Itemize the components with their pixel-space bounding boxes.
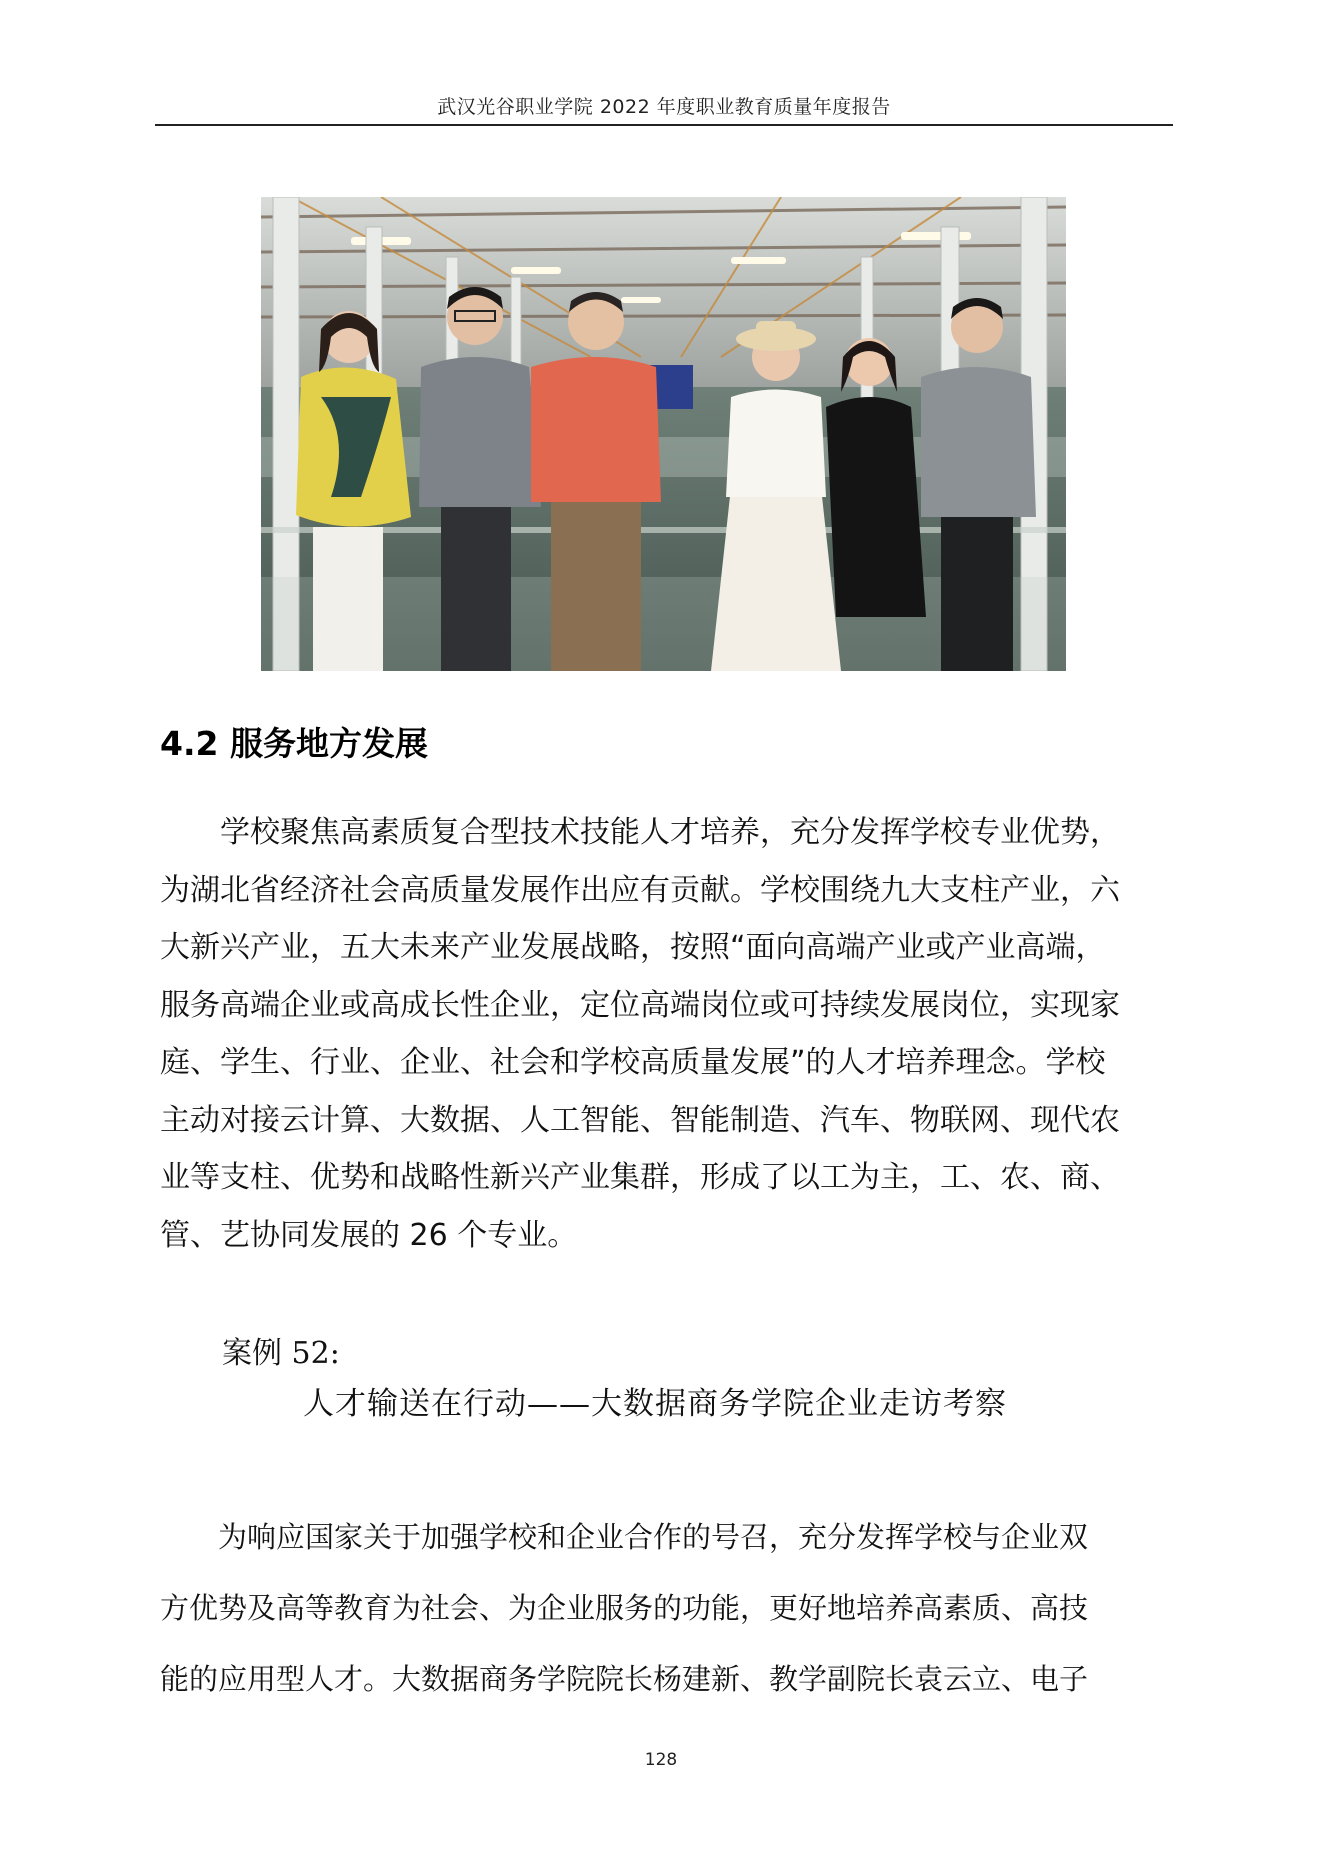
paragraph-line: 庭、学生、行业、企业、社会和学校高质量发展”的人才培养理念。学校 [160,1045,1106,1080]
paragraph-line: 方优势及高等教育为社会、为企业服务的功能，更好地培养高素质、高技 [160,1591,1089,1625]
case-label: 案例 52: [222,1336,340,1371]
page-header: 武汉光谷职业学院 2022 年度职业教育质量年度报告 [437,96,891,118]
paragraph-line: 管、艺协同发展的 26 个专业。 [160,1217,578,1253]
case-title: 人才输送在行动——大数据商务学院企业走访考察 [303,1386,1007,1422]
paragraph-line: 为湖北省经济社会高质量发展作出应有贡献。学校围绕九大支柱产业，六 [160,872,1120,908]
page-number: 128 [644,1750,678,1770]
paragraph-line: 服务高端企业或高成长性企业，定位高端岗位或可持续发展岗位，实现家 [160,987,1120,1023]
paragraph-line: 业等支柱、优势和战略性新兴产业集群，形成了以工为主，工、农、商、 [160,1160,1120,1195]
paragraph-case-body [160,1502,1170,1715]
paragraph-service-local-development [160,804,1170,1264]
paragraph-line: 主动对接云计算、大数据、人工智能、智能制造、汽车、物联网、现代农 [160,1102,1120,1138]
paragraph-line: 大新兴产业，五大未来产业发展战略，按照“面向高端产业或产业高端， [160,930,1106,965]
factory-group-photo [261,197,1066,671]
paragraph-line: 为响应国家关于加强学校和企业合作的号召，充分发挥学校与企业双 [160,1520,1089,1554]
section-title: 4.2 服务地方发展 [160,724,428,763]
header-divider [155,124,1173,126]
group-photo [261,197,1066,671]
paragraph-line: 能的应用型人才。大数据商务学院院长杨建新、教学副院长袁云立、电子 [160,1662,1089,1696]
paragraph-line: 学校聚焦高素质复合型技术技能人才培养，充分发挥学校专业优势， [160,815,1120,850]
